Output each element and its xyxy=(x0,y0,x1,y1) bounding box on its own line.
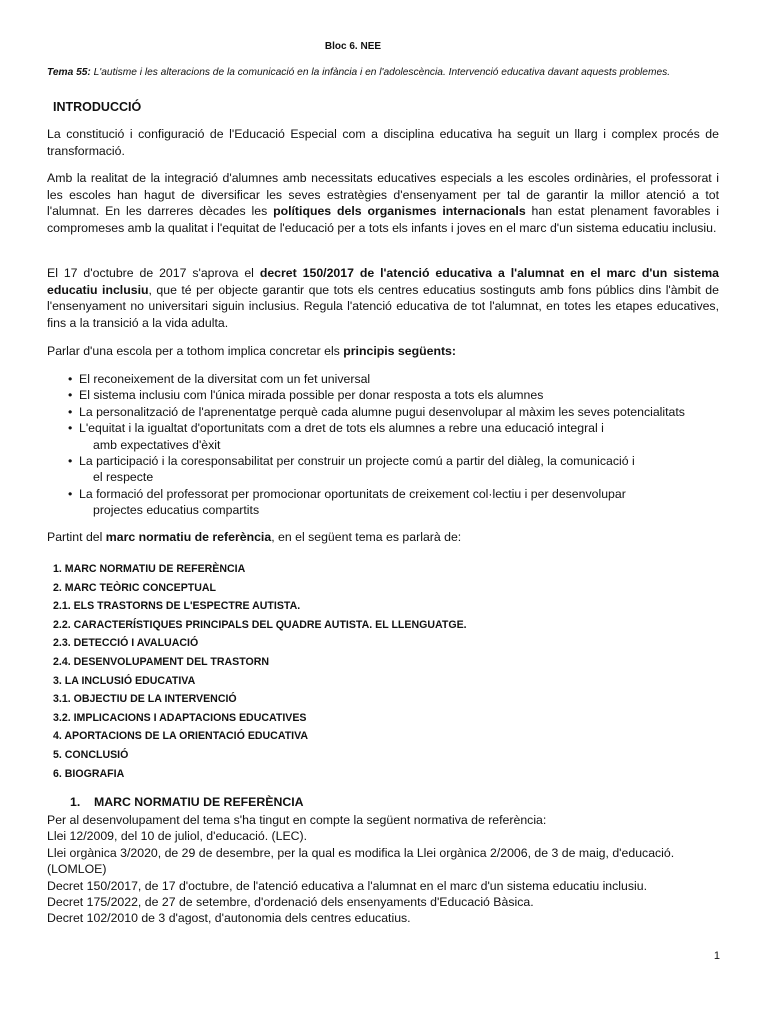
normative-line: Decret 175/2022, de 27 de setembre, d'ordenació dels ensenyaments d'Educació Bàsica. xyxy=(47,895,534,910)
paragraph-5 xyxy=(47,529,719,557)
list-item xyxy=(68,486,705,519)
paragraph-2 xyxy=(47,170,719,247)
paragraph-3-part-a: El 17 d'octubre de 2017 s'aprova el xyxy=(47,266,260,280)
tema-label: Tema 55: xyxy=(47,67,91,78)
toc-item: 2. MARC TEÒRIC CONCEPTUAL xyxy=(53,581,217,594)
toc-item: 6. BIOGRAFIA xyxy=(53,767,125,780)
principles-list xyxy=(68,371,705,519)
toc-item: 5. CONCLUSIÓ xyxy=(53,748,129,761)
list-item xyxy=(68,371,705,387)
list-item-text: La participació i la coresponsabilitat per construir un projecte comú a partir del diàleg, la comunicació i xyxy=(79,454,635,469)
paragraph-3-part-c: , que té per objecte garantir que tots els centres educatius sostinguts amb fons públics dins l'àmbit de l'ensenyament no universitari siguin inclusius. Regula l'atenció educativa de tot l'alumnat, en totes les etapes educatives, fins a la transició a la vida adulta. xyxy=(47,282,719,330)
paragraph-4 xyxy=(47,343,719,371)
toc-item: 3.1. OBJECTIU DE LA INTERVENCIÓ xyxy=(53,693,237,706)
toc-item: 3. LA INCLUSIÓ EDUCATIVA xyxy=(53,674,196,687)
tema-line xyxy=(47,67,727,78)
list-item-text: L'equitat i la igualtat d'oportunitats com a dret de tots els alumnes a rebre una educació integral i xyxy=(79,421,604,436)
list-item-text: El reconeixement de la diversitat com un fet universal xyxy=(79,372,371,386)
paragraph-5-part-c: , en el següent tema es parlarà de: xyxy=(271,530,462,544)
section-1-number: 1. xyxy=(70,795,81,809)
toc-item: 2.1. ELS TRASTORNS DE L'ESPECTRE AUTISTA. xyxy=(53,600,301,613)
bullet-icon: • xyxy=(68,486,73,501)
paragraph-2-part-c: han estat plenament favorables i compromeses amb la qualitat i l'equitat de l'educació per a tots els infants i joves en el marc d'un sistema educatiu inclusiu. xyxy=(47,204,719,235)
toc-item: 1. MARC NORMATIU DE REFERÈNCIA xyxy=(53,563,246,575)
bullet-icon: • xyxy=(68,404,73,419)
intro-heading: INTRODUCCIÓ xyxy=(53,100,142,114)
normative-line: Llei 12/2009, del 10 de juliol, d'educació. (LEC). xyxy=(47,829,308,844)
paragraph-3-bold: decret 150/2017 de l'atenció educativa a l'alumnat en el marc d'un sistema educatiu inclusiu xyxy=(47,266,719,297)
toc-item: 3.2. IMPLICACIONS I ADAPTACIONS EDUCATIVES xyxy=(53,711,307,724)
bullet-icon: • xyxy=(68,372,73,386)
normative-line: Decret 150/2017, de 17 d'octubre, de l'atenció educativa a l'alumnat en el marc d'un sistema educatiu inclusiu. xyxy=(47,878,648,893)
page-number: 1 xyxy=(713,950,720,962)
toc-item: 2.2. CARACTERÍSTIQUES PRINCIPALS DEL QUADRE AUTISTA. EL LLENGUATGE. xyxy=(53,618,467,631)
paragraph-5-part-a: Partint del xyxy=(47,530,106,544)
list-item-text: La personalització de l'aprenentatge perquè cada alumne pugui desenvolupar al màxim les seves potencialitats xyxy=(79,404,685,419)
list-item xyxy=(68,387,705,403)
paragraph-5-bold: marc normatiu de referència xyxy=(105,530,272,544)
normative-line: Decret 102/2010 de 3 d'agost, d'autonomia dels centres educatius. xyxy=(47,911,411,926)
list-item-text: La formació del professorat per promocionar oportunitats de creixement col·lectiu i per desenvolupar xyxy=(79,486,626,501)
tema-text: L'autisme i les alteracions de la comunicació en la infància i en l'adolescència. Intervenció educativa davant aquests problemes. xyxy=(90,67,671,78)
bullet-icon: • xyxy=(68,454,73,469)
paragraph-1 xyxy=(47,126,719,170)
paragraph-1-text: La constitució i configuració de l'Educació Especial com a disciplina educativa ha seguit un llarg i complex procés de transformació. xyxy=(47,127,719,158)
bullet-icon: • xyxy=(68,421,73,436)
bullet-icon: • xyxy=(68,388,73,403)
paragraph-3 xyxy=(47,265,719,342)
list-item xyxy=(68,420,705,453)
toc-item: 4. APORTACIONS DE LA ORIENTACIÓ EDUCATIVA xyxy=(53,730,309,743)
list-item-text: El sistema inclusiu com l'única mirada possible per donar resposta a tots els alumnes xyxy=(79,388,544,403)
section-1-heading xyxy=(70,795,304,809)
paragraph-4-part-a: Parlar d'una escola per a tothom implica concretar els xyxy=(47,344,344,358)
section-1-title: MARC NORMATIU DE REFERÈNCIA xyxy=(94,795,304,809)
toc-item: 2.3. DETECCIÓ I AVALUACIÓ xyxy=(53,637,199,650)
list-item-continuation: amb expectatives d'èxit xyxy=(93,437,221,452)
paragraph-4-bold: principis següents: xyxy=(343,344,456,358)
list-item xyxy=(68,453,705,486)
header-bloc: Bloc 6. NEE xyxy=(324,41,382,52)
normative-line: Llei orgànica 3/2020, de 29 de desembre, per la qual es modifica la Llei orgànica 2/2006, de 3 de maig, d'educació. (LOMLOE) xyxy=(47,845,675,877)
list-item xyxy=(68,404,705,420)
table-of-contents xyxy=(53,560,467,783)
paragraph-2-bold: polítiques dels organismes internacionals xyxy=(273,204,526,218)
list-item-continuation: el respecte xyxy=(93,470,154,485)
toc-item: 2.4. DESENVOLUPAMENT DEL TRASTORN xyxy=(53,655,270,668)
list-item-continuation: projectes educatius compartits xyxy=(93,503,260,518)
normative-line: Per al desenvolupament del tema s'ha tingut en compte la següent normativa de referència: xyxy=(47,813,547,827)
paragraph-2-part-a: Amb la realitat de la integració d'alumnes amb necessitats educatives especials a les escoles ordinàries, el professorat i les escoles han hagut de diversificar les seves estratègies d'ensenyament per tal de garantir la millor atenció a tot l'alumnat. En les darreres dècades les xyxy=(47,171,719,218)
normative-list xyxy=(47,812,723,927)
